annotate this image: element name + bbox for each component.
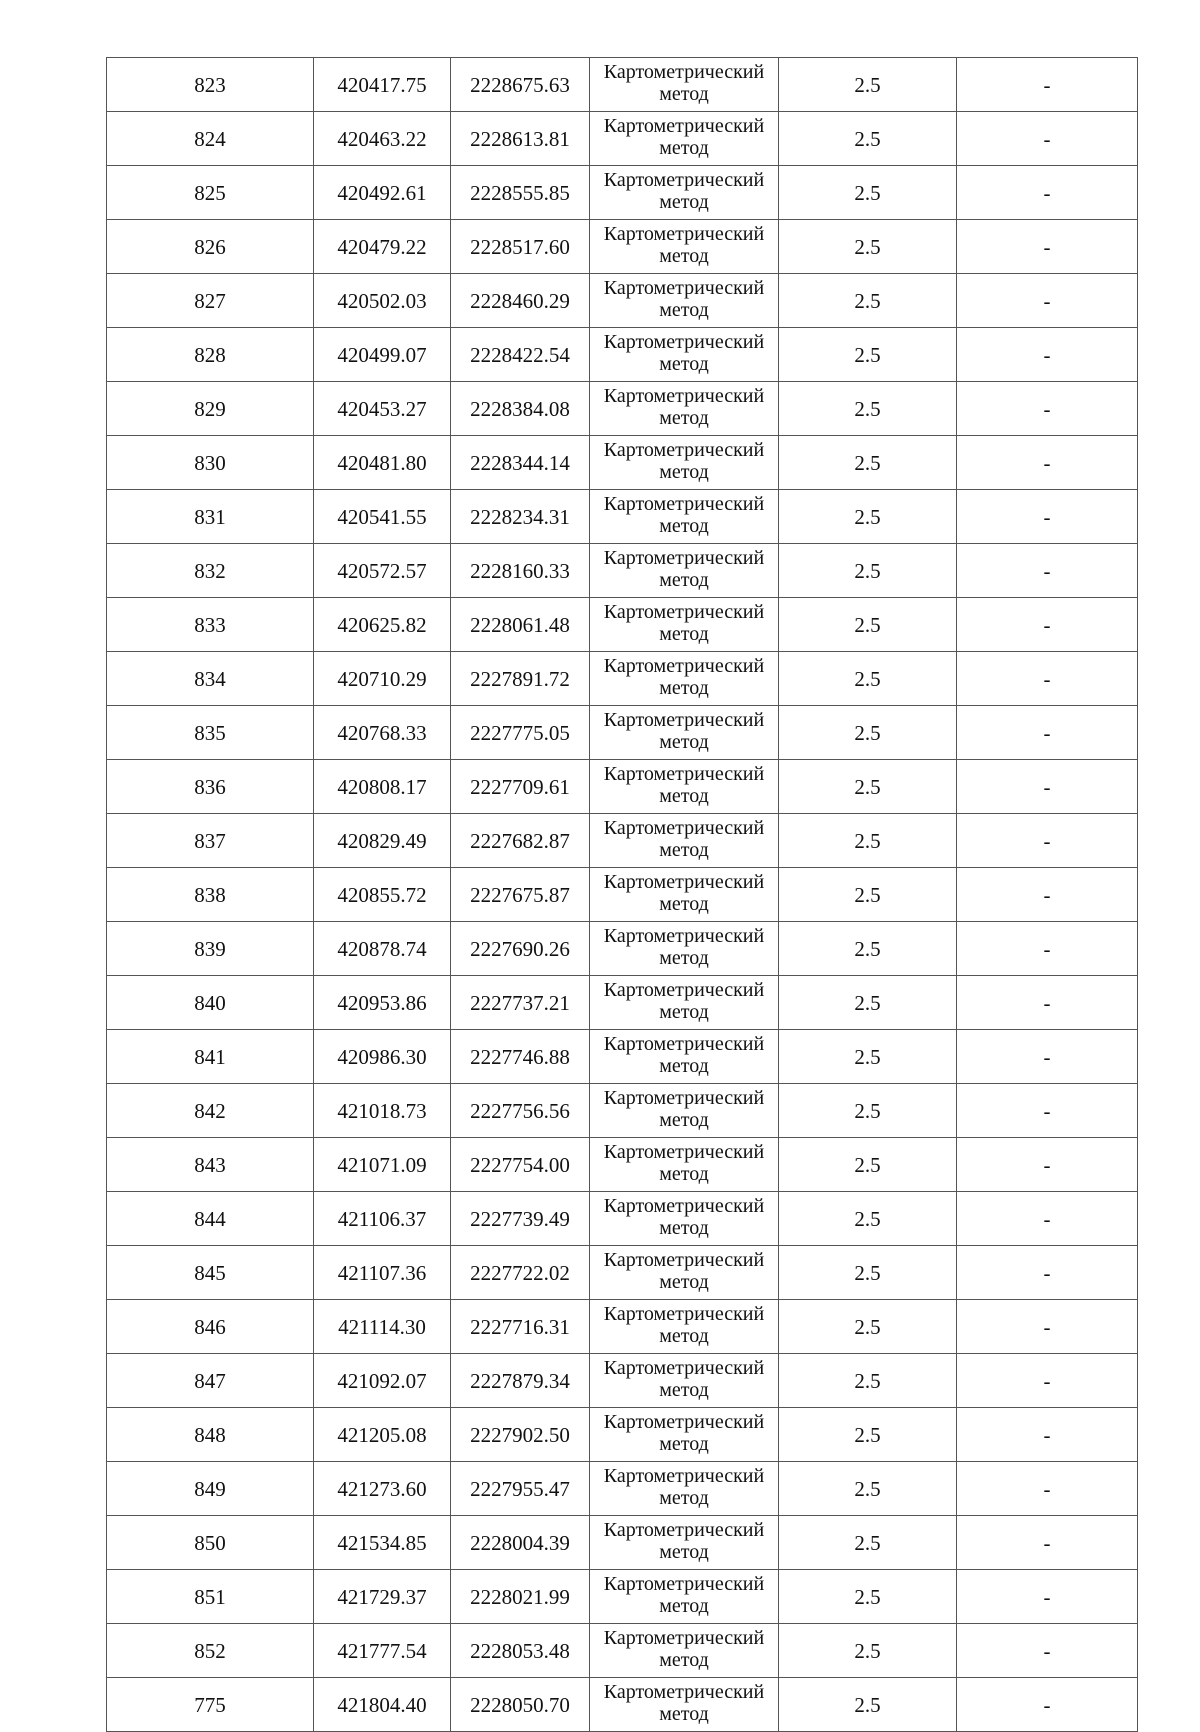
note-cell: - bbox=[957, 166, 1138, 220]
point-number-cell: 851 bbox=[107, 1570, 314, 1624]
point-number-cell: 841 bbox=[107, 1030, 314, 1084]
y-coordinate-cell: 2228344.14 bbox=[451, 436, 590, 490]
note-cell: - bbox=[957, 490, 1138, 544]
point-number-cell: 842 bbox=[107, 1084, 314, 1138]
method-cell: Картометрический метод bbox=[590, 1570, 779, 1624]
y-coordinate-cell: 2227722.02 bbox=[451, 1246, 590, 1300]
table-row bbox=[107, 166, 1138, 220]
method-cell: Картометрический метод bbox=[590, 544, 779, 598]
accuracy-cell: 2.5 bbox=[779, 112, 957, 166]
point-number-cell: 833 bbox=[107, 598, 314, 652]
table-row bbox=[107, 652, 1138, 706]
method-cell: Картометрический метод bbox=[590, 976, 779, 1030]
point-number-cell: 837 bbox=[107, 814, 314, 868]
x-coordinate-cell: 420541.55 bbox=[314, 490, 451, 544]
x-coordinate-cell: 420855.72 bbox=[314, 868, 451, 922]
point-number-cell: 836 bbox=[107, 760, 314, 814]
point-number-cell: 845 bbox=[107, 1246, 314, 1300]
table-row bbox=[107, 814, 1138, 868]
note-cell: - bbox=[957, 112, 1138, 166]
point-number-cell: 852 bbox=[107, 1624, 314, 1678]
x-coordinate-cell: 420453.27 bbox=[314, 382, 451, 436]
accuracy-cell: 2.5 bbox=[779, 1300, 957, 1354]
method-cell: Картометрический метод bbox=[590, 58, 779, 112]
accuracy-cell: 2.5 bbox=[779, 868, 957, 922]
method-cell: Картометрический метод bbox=[590, 490, 779, 544]
y-coordinate-cell: 2228422.54 bbox=[451, 328, 590, 382]
table-row bbox=[107, 1084, 1138, 1138]
x-coordinate-cell: 421106.37 bbox=[314, 1192, 451, 1246]
note-cell: - bbox=[957, 1192, 1138, 1246]
y-coordinate-cell: 2227754.00 bbox=[451, 1138, 590, 1192]
method-cell: Картометрический метод bbox=[590, 1192, 779, 1246]
y-coordinate-cell: 2228021.99 bbox=[451, 1570, 590, 1624]
x-coordinate-cell: 421092.07 bbox=[314, 1354, 451, 1408]
method-cell: Картометрический метод bbox=[590, 1462, 779, 1516]
table-row bbox=[107, 382, 1138, 436]
x-coordinate-cell: 421114.30 bbox=[314, 1300, 451, 1354]
x-coordinate-cell: 420417.75 bbox=[314, 58, 451, 112]
note-cell: - bbox=[957, 1678, 1138, 1732]
table-row bbox=[107, 490, 1138, 544]
method-cell: Картометрический метод bbox=[590, 1516, 779, 1570]
point-number-cell: 828 bbox=[107, 328, 314, 382]
x-coordinate-cell: 421071.09 bbox=[314, 1138, 451, 1192]
accuracy-cell: 2.5 bbox=[779, 1030, 957, 1084]
y-coordinate-cell: 2228384.08 bbox=[451, 382, 590, 436]
x-coordinate-cell: 420463.22 bbox=[314, 112, 451, 166]
note-cell: - bbox=[957, 814, 1138, 868]
y-coordinate-cell: 2227682.87 bbox=[451, 814, 590, 868]
method-cell: Картометрический метод bbox=[590, 1408, 779, 1462]
x-coordinate-cell: 420481.80 bbox=[314, 436, 451, 490]
table-row bbox=[107, 1300, 1138, 1354]
x-coordinate-cell: 420499.07 bbox=[314, 328, 451, 382]
method-cell: Картометрический метод bbox=[590, 220, 779, 274]
point-number-cell: 835 bbox=[107, 706, 314, 760]
x-coordinate-cell: 420768.33 bbox=[314, 706, 451, 760]
accuracy-cell: 2.5 bbox=[779, 1138, 957, 1192]
y-coordinate-cell: 2228460.29 bbox=[451, 274, 590, 328]
y-coordinate-cell: 2227775.05 bbox=[451, 706, 590, 760]
point-number-cell: 829 bbox=[107, 382, 314, 436]
y-coordinate-cell: 2228004.39 bbox=[451, 1516, 590, 1570]
note-cell: - bbox=[957, 328, 1138, 382]
x-coordinate-cell: 420953.86 bbox=[314, 976, 451, 1030]
note-cell: - bbox=[957, 598, 1138, 652]
y-coordinate-cell: 2227746.88 bbox=[451, 1030, 590, 1084]
accuracy-cell: 2.5 bbox=[779, 382, 957, 436]
point-number-cell: 826 bbox=[107, 220, 314, 274]
x-coordinate-cell: 421107.36 bbox=[314, 1246, 451, 1300]
x-coordinate-cell: 421205.08 bbox=[314, 1408, 451, 1462]
accuracy-cell: 2.5 bbox=[779, 1624, 957, 1678]
y-coordinate-cell: 2228517.60 bbox=[451, 220, 590, 274]
point-number-cell: 831 bbox=[107, 490, 314, 544]
x-coordinate-cell: 420502.03 bbox=[314, 274, 451, 328]
note-cell: - bbox=[957, 706, 1138, 760]
accuracy-cell: 2.5 bbox=[779, 922, 957, 976]
table-row bbox=[107, 1462, 1138, 1516]
x-coordinate-cell: 420492.61 bbox=[314, 166, 451, 220]
y-coordinate-cell: 2227879.34 bbox=[451, 1354, 590, 1408]
y-coordinate-cell: 2228160.33 bbox=[451, 544, 590, 598]
method-cell: Картометрический метод bbox=[590, 760, 779, 814]
method-cell: Картометрический метод bbox=[590, 1084, 779, 1138]
accuracy-cell: 2.5 bbox=[779, 166, 957, 220]
accuracy-cell: 2.5 bbox=[779, 706, 957, 760]
coordinates-table-body bbox=[107, 58, 1138, 1732]
point-number-cell: 830 bbox=[107, 436, 314, 490]
y-coordinate-cell: 2227902.50 bbox=[451, 1408, 590, 1462]
x-coordinate-cell: 420625.82 bbox=[314, 598, 451, 652]
method-cell: Картометрический метод bbox=[590, 166, 779, 220]
x-coordinate-cell: 420878.74 bbox=[314, 922, 451, 976]
table-row bbox=[107, 112, 1138, 166]
table-row bbox=[107, 598, 1138, 652]
y-coordinate-cell: 2227675.87 bbox=[451, 868, 590, 922]
table-row bbox=[107, 1192, 1138, 1246]
x-coordinate-cell: 421534.85 bbox=[314, 1516, 451, 1570]
point-number-cell: 847 bbox=[107, 1354, 314, 1408]
table-row bbox=[107, 1030, 1138, 1084]
point-number-cell: 839 bbox=[107, 922, 314, 976]
x-coordinate-cell: 421018.73 bbox=[314, 1084, 451, 1138]
note-cell: - bbox=[957, 1570, 1138, 1624]
method-cell: Картометрический метод bbox=[590, 1246, 779, 1300]
note-cell: - bbox=[957, 1624, 1138, 1678]
point-number-cell: 827 bbox=[107, 274, 314, 328]
x-coordinate-cell: 420572.57 bbox=[314, 544, 451, 598]
table-row bbox=[107, 1354, 1138, 1408]
note-cell: - bbox=[957, 1408, 1138, 1462]
note-cell: - bbox=[957, 1084, 1138, 1138]
accuracy-cell: 2.5 bbox=[779, 58, 957, 112]
table-row bbox=[107, 706, 1138, 760]
y-coordinate-cell: 2227716.31 bbox=[451, 1300, 590, 1354]
method-cell: Картометрический метод bbox=[590, 274, 779, 328]
accuracy-cell: 2.5 bbox=[779, 760, 957, 814]
x-coordinate-cell: 420829.49 bbox=[314, 814, 451, 868]
table-row bbox=[107, 274, 1138, 328]
table-row bbox=[107, 868, 1138, 922]
y-coordinate-cell: 2228234.31 bbox=[451, 490, 590, 544]
note-cell: - bbox=[957, 382, 1138, 436]
note-cell: - bbox=[957, 274, 1138, 328]
note-cell: - bbox=[957, 976, 1138, 1030]
method-cell: Картометрический метод bbox=[590, 706, 779, 760]
method-cell: Картометрический метод bbox=[590, 1138, 779, 1192]
accuracy-cell: 2.5 bbox=[779, 1192, 957, 1246]
x-coordinate-cell: 420986.30 bbox=[314, 1030, 451, 1084]
x-coordinate-cell: 420710.29 bbox=[314, 652, 451, 706]
method-cell: Картометрический метод bbox=[590, 1300, 779, 1354]
accuracy-cell: 2.5 bbox=[779, 544, 957, 598]
table-row bbox=[107, 1516, 1138, 1570]
accuracy-cell: 2.5 bbox=[779, 1516, 957, 1570]
accuracy-cell: 2.5 bbox=[779, 1246, 957, 1300]
accuracy-cell: 2.5 bbox=[779, 1354, 957, 1408]
coordinates-table bbox=[106, 57, 1138, 1732]
table-row bbox=[107, 1570, 1138, 1624]
y-coordinate-cell: 2227955.47 bbox=[451, 1462, 590, 1516]
method-cell: Картометрический метод bbox=[590, 652, 779, 706]
point-number-cell: 824 bbox=[107, 112, 314, 166]
accuracy-cell: 2.5 bbox=[779, 814, 957, 868]
table-row bbox=[107, 976, 1138, 1030]
accuracy-cell: 2.5 bbox=[779, 1678, 957, 1732]
accuracy-cell: 2.5 bbox=[779, 220, 957, 274]
accuracy-cell: 2.5 bbox=[779, 274, 957, 328]
accuracy-cell: 2.5 bbox=[779, 1084, 957, 1138]
accuracy-cell: 2.5 bbox=[779, 1570, 957, 1624]
table-row bbox=[107, 1678, 1138, 1732]
method-cell: Картометрический метод bbox=[590, 1624, 779, 1678]
method-cell: Картометрический метод bbox=[590, 1354, 779, 1408]
table-row bbox=[107, 328, 1138, 382]
table-row bbox=[107, 1246, 1138, 1300]
y-coordinate-cell: 2228555.85 bbox=[451, 166, 590, 220]
note-cell: - bbox=[957, 1300, 1138, 1354]
note-cell: - bbox=[957, 544, 1138, 598]
y-coordinate-cell: 2227891.72 bbox=[451, 652, 590, 706]
note-cell: - bbox=[957, 760, 1138, 814]
y-coordinate-cell: 2227737.21 bbox=[451, 976, 590, 1030]
method-cell: Картометрический метод bbox=[590, 1678, 779, 1732]
y-coordinate-cell: 2227709.61 bbox=[451, 760, 590, 814]
table-row bbox=[107, 1138, 1138, 1192]
y-coordinate-cell: 2228675.63 bbox=[451, 58, 590, 112]
x-coordinate-cell: 421804.40 bbox=[314, 1678, 451, 1732]
point-number-cell: 846 bbox=[107, 1300, 314, 1354]
method-cell: Картометрический метод bbox=[590, 868, 779, 922]
method-cell: Картометрический метод bbox=[590, 814, 779, 868]
table-row bbox=[107, 544, 1138, 598]
method-cell: Картометрический метод bbox=[590, 382, 779, 436]
table-row bbox=[107, 760, 1138, 814]
x-coordinate-cell: 420808.17 bbox=[314, 760, 451, 814]
point-number-cell: 848 bbox=[107, 1408, 314, 1462]
method-cell: Картометрический метод bbox=[590, 328, 779, 382]
y-coordinate-cell: 2228613.81 bbox=[451, 112, 590, 166]
method-cell: Картометрический метод bbox=[590, 922, 779, 976]
point-number-cell: 775 bbox=[107, 1678, 314, 1732]
point-number-cell: 825 bbox=[107, 166, 314, 220]
table-row bbox=[107, 1624, 1138, 1678]
point-number-cell: 832 bbox=[107, 544, 314, 598]
note-cell: - bbox=[957, 1246, 1138, 1300]
table-row bbox=[107, 922, 1138, 976]
note-cell: - bbox=[957, 58, 1138, 112]
accuracy-cell: 2.5 bbox=[779, 976, 957, 1030]
table-row bbox=[107, 1408, 1138, 1462]
y-coordinate-cell: 2228053.48 bbox=[451, 1624, 590, 1678]
point-number-cell: 838 bbox=[107, 868, 314, 922]
table-row bbox=[107, 436, 1138, 490]
x-coordinate-cell: 421273.60 bbox=[314, 1462, 451, 1516]
x-coordinate-cell: 420479.22 bbox=[314, 220, 451, 274]
note-cell: - bbox=[957, 868, 1138, 922]
accuracy-cell: 2.5 bbox=[779, 436, 957, 490]
accuracy-cell: 2.5 bbox=[779, 1462, 957, 1516]
accuracy-cell: 2.5 bbox=[779, 652, 957, 706]
note-cell: - bbox=[957, 922, 1138, 976]
accuracy-cell: 2.5 bbox=[779, 490, 957, 544]
note-cell: - bbox=[957, 652, 1138, 706]
accuracy-cell: 2.5 bbox=[779, 328, 957, 382]
method-cell: Картометрический метод bbox=[590, 112, 779, 166]
point-number-cell: 849 bbox=[107, 1462, 314, 1516]
y-coordinate-cell: 2227756.56 bbox=[451, 1084, 590, 1138]
point-number-cell: 834 bbox=[107, 652, 314, 706]
method-cell: Картометрический метод bbox=[590, 598, 779, 652]
method-cell: Картометрический метод bbox=[590, 436, 779, 490]
x-coordinate-cell: 421777.54 bbox=[314, 1624, 451, 1678]
point-number-cell: 840 bbox=[107, 976, 314, 1030]
point-number-cell: 823 bbox=[107, 58, 314, 112]
note-cell: - bbox=[957, 1354, 1138, 1408]
note-cell: - bbox=[957, 1462, 1138, 1516]
point-number-cell: 843 bbox=[107, 1138, 314, 1192]
table-row bbox=[107, 220, 1138, 274]
y-coordinate-cell: 2227739.49 bbox=[451, 1192, 590, 1246]
note-cell: - bbox=[957, 436, 1138, 490]
table-row bbox=[107, 58, 1138, 112]
note-cell: - bbox=[957, 1030, 1138, 1084]
point-number-cell: 844 bbox=[107, 1192, 314, 1246]
accuracy-cell: 2.5 bbox=[779, 1408, 957, 1462]
method-cell: Картометрический метод bbox=[590, 1030, 779, 1084]
point-number-cell: 850 bbox=[107, 1516, 314, 1570]
note-cell: - bbox=[957, 220, 1138, 274]
x-coordinate-cell: 421729.37 bbox=[314, 1570, 451, 1624]
y-coordinate-cell: 2227690.26 bbox=[451, 922, 590, 976]
y-coordinate-cell: 2228050.70 bbox=[451, 1678, 590, 1732]
note-cell: - bbox=[957, 1138, 1138, 1192]
note-cell: - bbox=[957, 1516, 1138, 1570]
y-coordinate-cell: 2228061.48 bbox=[451, 598, 590, 652]
accuracy-cell: 2.5 bbox=[779, 598, 957, 652]
